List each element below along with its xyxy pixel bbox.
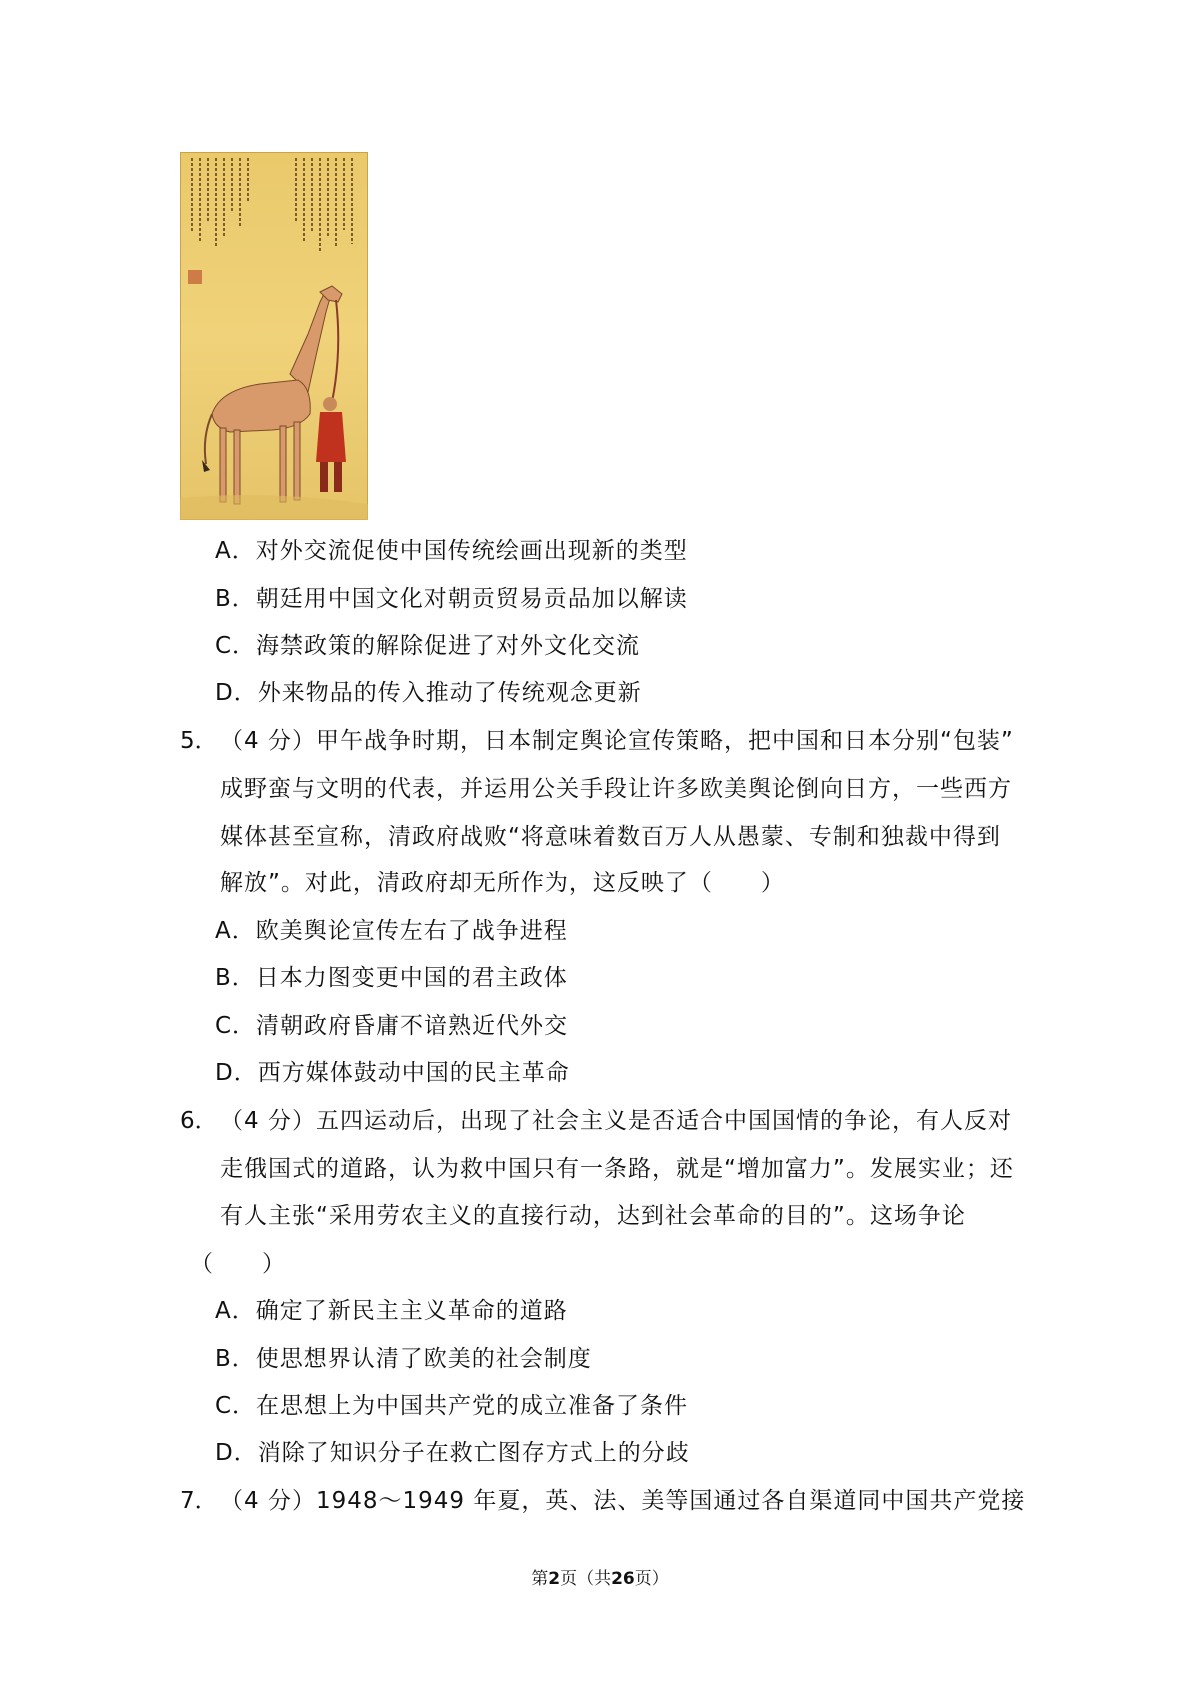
- q4-option-b: B．朝廷用中国文化对朝贡贸易贡品加以解读: [215, 586, 688, 612]
- q5-option-c: C．清朝政府昏庸不谙熟近代外交: [215, 1013, 569, 1039]
- q5-number: 5．: [180, 728, 218, 754]
- footer-middle: 页（共: [560, 1569, 612, 1589]
- q6-option-c: C．在思想上为中国共产党的成立准备了条件: [215, 1393, 689, 1419]
- q7-number: 7．: [180, 1488, 218, 1514]
- q4-option-a: A．对外交流促使中国传统绘画出现新的类型: [215, 538, 688, 564]
- q5-option-a: A．欧美舆论宣传左右了战争进程: [215, 918, 568, 944]
- q7-stem-line-1: （4 分）1948～1949 年夏，英、法、美等国通过各自渠道同中国共产党接: [220, 1488, 1026, 1514]
- q6-stem-line-2: 走俄国式的道路，认为救中国只有一条路，就是“增加富力”。发展实业；还: [220, 1156, 1014, 1182]
- q5-option-b: B．日本力图变更中国的君主政体: [215, 965, 568, 991]
- q5-stem-line-3: 媒体甚至宣称，清政府战败“将意味着数百万人从愚蒙、专制和独裁中得到: [220, 824, 1001, 850]
- q5-stem-line-4: 解放”。对此，清政府却无所作为，这反映了（ ）: [220, 870, 785, 896]
- q4-option-c: C．海禁政策的解除促进了对外文化交流: [215, 633, 641, 659]
- q5-option-d: D．西方媒体鼓动中国的民主革命: [215, 1060, 570, 1086]
- q5-stem-line-1: （4 分）甲午战争时期，日本制定舆论宣传策略，把中国和日本分别“包装”: [220, 728, 1014, 754]
- footer-prefix: 第: [531, 1569, 549, 1589]
- q6-answer-blank: （ ）: [190, 1251, 286, 1277]
- q6-option-a: A．确定了新民主主义革命的道路: [215, 1298, 568, 1324]
- footer-suffix: 页）: [634, 1569, 669, 1589]
- q4-option-d: D．外来物品的传入推动了传统观念更新: [215, 680, 642, 706]
- footer-page-number: 2: [548, 1569, 561, 1589]
- q6-option-d: D．消除了知识分子在救亡图存方式上的分歧: [215, 1440, 690, 1466]
- q6-stem-line-1: （4 分）五四运动后，出现了社会主义是否适合中国国情的争论，有人反对: [220, 1108, 1012, 1134]
- page-footer: [0, 1568, 1200, 1590]
- q6-number: 6．: [180, 1108, 218, 1134]
- q6-stem-line-3: 有人主张“采用劳农主义的直接行动，达到社会革命的目的”。这场争论: [220, 1203, 966, 1229]
- q6-option-b: B．使思想界认清了欧美的社会制度: [215, 1346, 592, 1372]
- footer-total-pages: 26: [611, 1569, 635, 1589]
- q5-stem-line-2: 成野蛮与文明的代表，并运用公关手段让许多欧美舆论倒向日方，一些西方: [220, 776, 1012, 802]
- giraffe-painting-image: [180, 152, 368, 520]
